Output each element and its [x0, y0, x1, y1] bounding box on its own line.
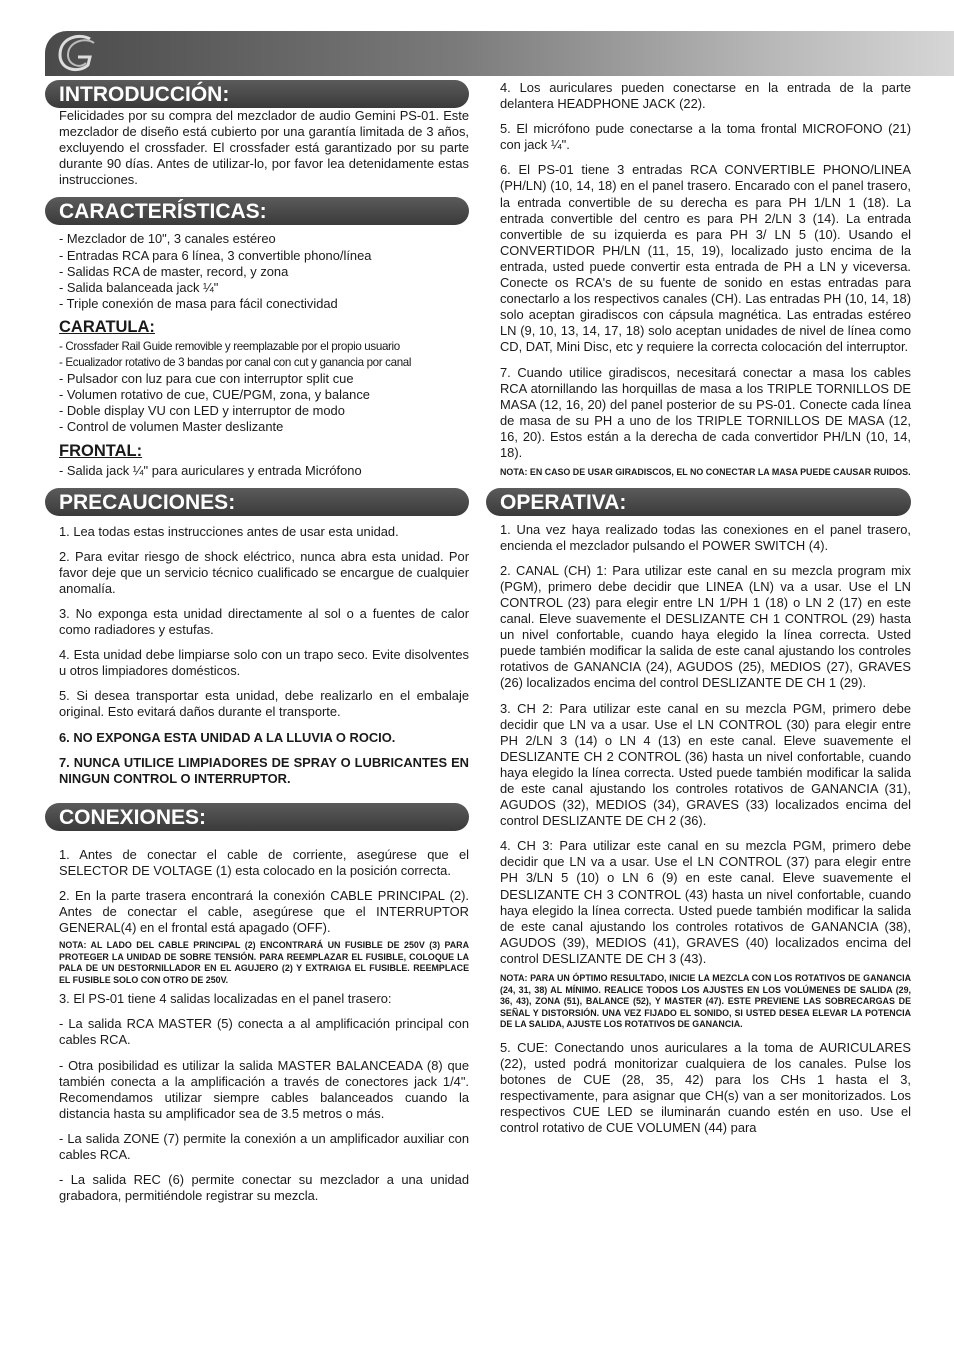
connection-item: 3. El PS-01 tiene 4 salidas localizadas en el panel trasero:	[59, 991, 392, 1007]
precaution-item: 6. NO EXPONGA ESTA UNIDAD A LA LLUVIA O ROCIO.	[59, 729, 396, 745]
note-text: NOTA: PARA UN ÓPTIMO RESULTADO, INICIE LA MEZCLA CON LOS ROTATIVOS DE GANANCIA (24, 31, 38) AL MÍNIMO. REALICE TODOS LOS AJUSTES EN LOS VOLÚMENES DE SALIDA (29, 36, 43), ZONA (51), BALANCE (52), Y MASTER (47). ESTE PREVIENE LAS SOBRECARGAS DE SEÑAL Y DISTORSIÓN. UNA VEZ FIJADO EL SONIDO, SI USTED DESEA ELEVAR LA POTENCIA DE LA SALIDA, AJUSTE LOS ROTATIVOS DE GANANCIA.	[500, 973, 911, 1029]
operation-item: 1. Una vez haya realizado todas las conexiones en el panel trasero, encienda el mezclador pulsando el POWER SWITCH (4).	[500, 521, 911, 553]
list-item: - Entradas RCA para 6 línea, 3 convertible phono/línea	[59, 247, 372, 263]
subheading-frontal: FRONTAL:	[59, 441, 143, 460]
precaution-item: 1. Lea todas estas instrucciones antes de usar esta unidad.	[59, 523, 399, 539]
precaution-item: 2. Para evitar riesgo de shock eléctrico, nunca abra esta unidad. Por favor deje que un servicio técnico cualificado se encargue de cualquier anomalía.	[59, 548, 469, 596]
operation-item: 5. CUE: Conectando unos auriculares a la toma de AURICULARES (22), usted podrá monitorizar cualquiera de los canales. Pulse los botones de CUE (28, 35, 42) para los CHs 1 hasta el 3, respectivamente, para asignar que CH(s) van a ser monitorizados. Los respectivos CUE LED se iluminarán cuando estén en uso. Use el control rotativo de CUE VOLUMEN (44) para	[500, 1039, 911, 1135]
list-item: - Control de volumen Master deslizante	[59, 419, 284, 435]
precaution-item: 7. NUNCA UTILICE LIMPIADORES DE SPRAY O LUBRICANTES EN NINGUN CONTROL O INTERRUPTOR.	[59, 754, 469, 786]
subheading-caratula: CARATULA:	[59, 317, 155, 336]
list-item: - Triple conexión de masa para fácil conectividad	[59, 295, 338, 311]
section-header-precautions: PRECAUCIONES:	[45, 488, 469, 516]
note-text: NOTA: AL LADO DEL CABLE PRINCIPAL (2) ENCONTRARÁ UN FUSIBLE DE 250V (3) PARA PROTEGER LA UNIDAD DE SOBRE TENSIÓN. PARA REEMPLAZAR EL FUSIBLE, COLOQUE LA PALA DE UN DESTORNILLADOR EN EL AGUJERO (2) Y EXTRAIGA EL FUSIBLE. REEMPLACE EL FUSIBLE SOLO CON OTRO DE 250V.	[59, 940, 469, 985]
header-bar	[45, 31, 954, 76]
precaution-item: 4. Esta unidad debe limpiarse solo con un trapo seco. Evite disolventes u otros limpiadores domésticos.	[59, 647, 469, 679]
left-column	[45, 80, 469, 1204]
list-item: - Salida jack ¼" para auriculares y entrada Micrófono	[59, 462, 362, 478]
list-item: - Volumen rotativo de cue, CUE/PGM, zona, y balance	[59, 387, 370, 403]
operation-item: 4. CH 3: Para utilizar este canal en su mezcla PGM, primero debe decidir que LN va a usar. Use el LN CONTROL (37) para elegir entre PH 3/LN 5 (10) o LN 6 (9) en este canal. Eleve suavemente el DESLIZANTE CH 3 CONTROL (43) hasta un nivel confortable, cuando haya elegido la línea correcta. Usted puede también modificar la salida de este canal ajustando los controles rotativos de GANANCIA (38), AGUDOS (39), MEDIOS (41), GRAVES (40) localizados encima del control DESLIZANTE DE CH 3 (43).	[500, 838, 911, 966]
connection-item: 1. Antes de conectar el cable de corriente, asegúrese que el SELECTOR DE VOLTAGE (1) esta colocado en la posición correcta.	[59, 846, 469, 878]
note-text: NOTA: EN CASO DE USAR GIRADISCOS, EL NO CONECTAR LA MASA PUEDE CAUSAR RUIDOS.	[500, 467, 911, 478]
connection-item: - La salida REC (6) permite conectar su mezclador a una unidad grabadora, permitiéndole registrar su mezcla.	[59, 1172, 469, 1204]
connection-item: - La salida ZONE (7) permite la conexión a un amplificador auxiliar con cables RCA.	[59, 1130, 469, 1163]
list-item: - Crossfader Rail Guide removible y reemplazable por el propio usuario	[59, 339, 400, 353]
intro-text: Felicidades por su compra del mezclador de audio Gemini PS-01. Este mezclador de diseño está cubierto por una garantía limitada de 3 años, excluyendo el crossfader. El crossfader está garantizado por su parte durante 90 días. Antes de utilizar-lo, por favor lea detenidamente estas instrucciones.	[59, 108, 469, 188]
gemini-logo-icon	[50, 31, 110, 76]
list-item: - Mezclador de 10", 3 canales estéreo	[59, 231, 276, 247]
section-header-features: CARACTERÍSTICAS:	[45, 197, 469, 225]
operation-item: 3. CH 2: Para utilizar este canal en su mezcla PGM, primero debe decidir que LN va a usar. Use el LN CONTROL (30) para elegir entre PH 2/LN 3 (14) o LN 4 (13) en este canal. Eleve suavemente el DESLIZANTE CH 2 CONTROL (36) hasta un nivel confortable, cuando haya elegido la línea correcta. Usted puede también modificar la salida de este canal ajustando los controles rotativos de GANANCIA (31), AGUDOS (32), MEDIOS (34), GRAVES (33) localizados encima del control DESLIZANTE DE CH 2 (36).	[500, 700, 911, 829]
connection-item: 2. En la parte trasera encontrará la conexión CABLE PRINCIPAL (2). Antes de conectar el cable, asegúrese que el INTERRUPTOR GENERAL(4) en el frontal está apagado (OFF).	[59, 888, 469, 936]
connection-item: 5. El micrófono pude conectarse a la toma frontal MICROFONO (21) con jack ¼".	[500, 121, 911, 153]
precaution-item: 5. Si desea transportar esta unidad, debe realizarlo en el embalaje original. Esto evitará daños durante el transporte.	[59, 688, 469, 720]
operation-item: 2. CANAL (CH) 1: Para utilizar este canal en su mezcla program mix (PGM), primero debe decidir que LINEA (LN) va a usar. Use el LN CONTROL (23) para elegir entre LN 1/PH 1 (18) o LN 2 (17) en este canal. Eleve suavemente el DESLIZANTE CH 1 CONTROL (29) hasta un nivel confortable, cuando haya elegido la línea correcta. Usted puede también modificar la salida de este canal ajustando los controles rotativos de GANANCIA (24), AGUDOS (25), MEDIOS (27), GRAVES (26) localizados encima del control DESLIZANTE DE CH 1 (29).	[500, 562, 911, 691]
list-item: - Salidas RCA de master, record, y zona	[59, 263, 289, 279]
section-header-intro: INTRODUCCIÓN:	[45, 80, 469, 108]
precaution-item: 3. No exponga esta unidad directamente al sol o a fuentes de calor como radiadores y estufas.	[59, 605, 469, 638]
section-header-connections: CONEXIONES:	[45, 803, 469, 831]
section-header-operation: OPERATIVA:	[486, 488, 911, 516]
connection-item: - La salida RCA MASTER (5) conecta a al amplificación principal con cables RCA.	[59, 1016, 469, 1048]
list-item: - Ecualizador rotativo de 3 bandas por canal con cut y ganancia por canal	[59, 356, 412, 370]
list-item: - Pulsador con luz para cue con interruptor split cue	[59, 371, 354, 387]
connection-item: 7. Cuando utilice giradiscos, necesitará conectar a masa los cables RCA atornillando las horquillas de masa a los TRIPLE TORNILLOS DE MASA (12, 16, 20) del panel posterior de su PS-01. Conecte cada línea de masa de su PH a uno de los TRIPLE TORNILLOS DE MASA (12, 16, 20). Estos están a la derecha de cada convertidor PH/LN (10, 14, 18).	[500, 364, 911, 460]
list-item: - Doble display VU con LED y interruptor de modo	[59, 403, 345, 419]
connection-item: - Otra posibilidad es utilizar la salida MASTER BALANCEADA (8) que también conecta a la amplificación a través de conectores jack 1/4". Recomendamos utilizar siempre cables balanceados cuando la distancia hasta su amplificador sea de 3.5 metros o más.	[59, 1057, 469, 1121]
connection-item: 6. El PS-01 tiene 3 entradas RCA CONVERTIBLE PHONO/LINEA (PH/LN) (10, 14, 18) en el panel trasero. Encarado con el panel trasero, la entrada convertible de su derecha es para PH 1/LN 1 (18). La entrada convertible del centro es para PH 2/LN 3 (14). La entrada convertible de su izquierda es para PH 3/ LN 5 (10). Usando el CONVERTIDOR PH/LN (11, 15, 19), localizado justo encima de la entrada, usted puede convertir esta entrada de PH a LN y viceversa. Conecte os RCA's de su fuente de sonido en estas entradas para conectarlo a los respectivos canales (CH). Las entradas PH (10, 14, 18) solo aceptan giradiscos con cápsula magnética. Las entradas estéreo LN (9, 10, 13, 14, 17, 18) solo aceptan unidades de nivel de línea como CD, DAT, Mini Disc, etc y requiere la correcta colocación del interruptor.	[500, 162, 911, 355]
list-item: - Salida balanceada jack ¼"	[59, 279, 219, 295]
connection-item: 4. Los auriculares pueden conectarse en la entrada de la parte delantera HEADPHONE JACK (22).	[500, 80, 911, 112]
right-column	[486, 80, 911, 1136]
